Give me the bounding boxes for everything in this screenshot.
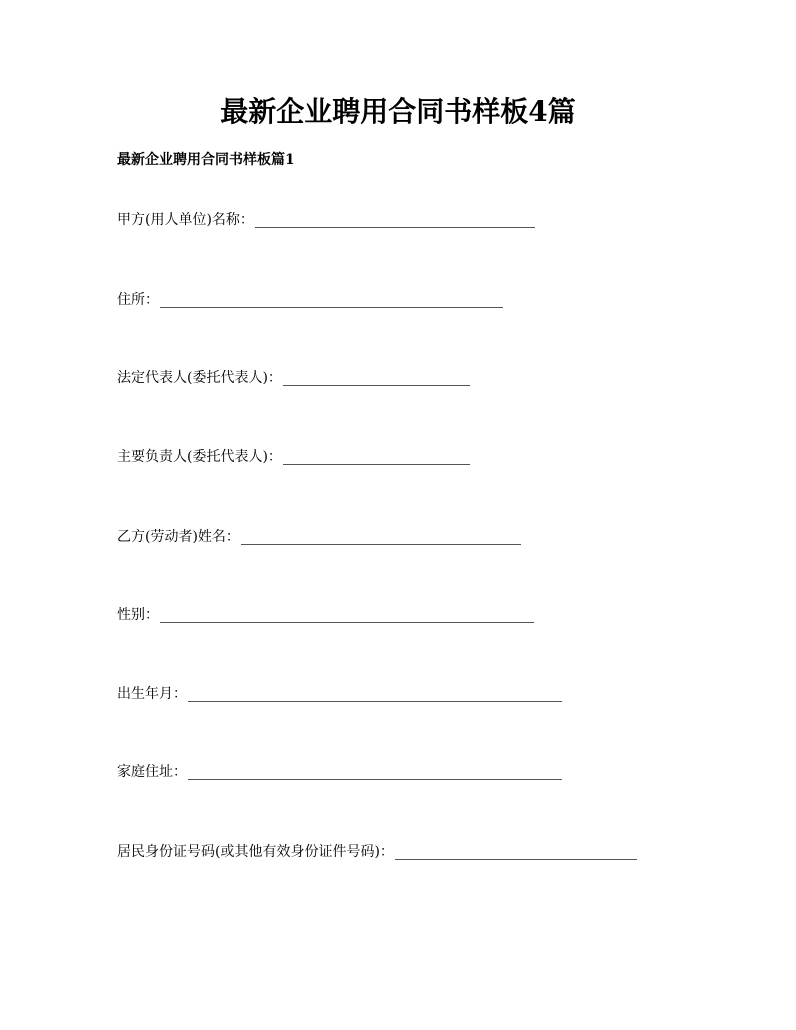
field-label: 甲方(用人单位)名称： — [117, 212, 254, 228]
fill-in-blank[interactable] — [395, 845, 637, 860]
field-label: 住所： — [117, 292, 159, 308]
fill-in-blank[interactable] — [160, 293, 503, 308]
field-employer-name — [117, 210, 535, 230]
field-id-number — [117, 842, 637, 862]
field-label: 乙方(劳动者)姓名： — [117, 529, 240, 545]
fill-in-blank[interactable] — [283, 450, 470, 465]
field-employee-name — [117, 527, 521, 547]
field-gender — [117, 605, 534, 625]
field-home-address — [117, 762, 562, 782]
field-label: 出生年月： — [117, 686, 187, 702]
field-address — [117, 290, 503, 310]
fill-in-blank[interactable] — [188, 765, 562, 780]
section-title: 最新企业聘用合同书样板篇1 — [117, 152, 295, 168]
page-title: 最新企业聘用合同书样板4篇 — [220, 95, 576, 128]
field-label: 法定代表人(委托代表人)： — [117, 370, 282, 386]
field-principal-person — [117, 447, 470, 467]
field-label: 居民身份证号码(或其他有效身份证件号码)： — [117, 844, 394, 860]
field-legal-representative — [117, 368, 470, 388]
fill-in-blank[interactable] — [188, 687, 562, 702]
fill-in-blank[interactable] — [283, 371, 470, 386]
fill-in-blank[interactable] — [160, 608, 534, 623]
fill-in-blank[interactable] — [241, 530, 521, 545]
field-label: 性别： — [117, 607, 159, 623]
field-label: 主要负责人(委托代表人)： — [117, 449, 282, 465]
field-birth-date — [117, 684, 562, 704]
fill-in-blank[interactable] — [255, 213, 535, 228]
field-label: 家庭住址： — [117, 764, 187, 780]
